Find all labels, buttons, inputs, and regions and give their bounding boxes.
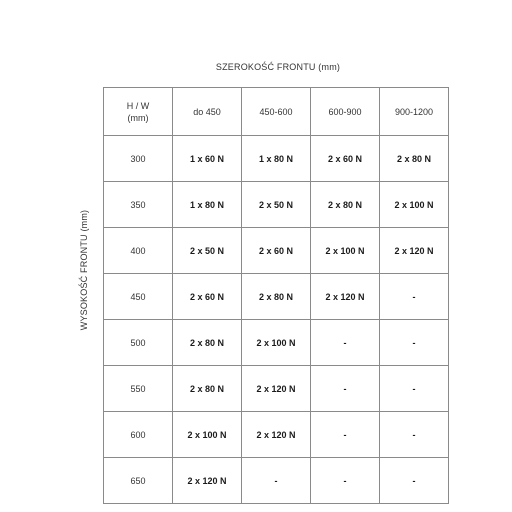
row-height-label: 400	[104, 228, 173, 274]
row-height-label: 450	[104, 274, 173, 320]
table-cell: 2 x 80 N	[311, 182, 380, 228]
row-height-label: 650	[104, 458, 173, 504]
table-cell: 2 x 80 N	[173, 366, 242, 412]
row-height-label: 500	[104, 320, 173, 366]
corner-header-line2: (mm)	[127, 112, 149, 123]
table-cell: -	[380, 458, 449, 504]
table-cell: -	[311, 458, 380, 504]
table-cell: 2 x 60 N	[242, 228, 311, 274]
table-cell: -	[380, 274, 449, 320]
table-row	[104, 136, 449, 182]
column-header-2: 450-600	[242, 88, 311, 136]
width-axis-title: SZEROKOŚĆ FRONTU (mm)	[215, 62, 341, 72]
table-cell: 2 x 50 N	[242, 182, 311, 228]
column-header-1: do 450	[173, 88, 242, 136]
table-cell: -	[380, 320, 449, 366]
table-row	[104, 274, 449, 320]
table-row	[104, 182, 449, 228]
row-height-label: 300	[104, 136, 173, 182]
table-cell: 2 x 50 N	[173, 228, 242, 274]
table-cell: 1 x 80 N	[242, 136, 311, 182]
row-height-label: 600	[104, 412, 173, 458]
table-cell: -	[380, 412, 449, 458]
table-row	[104, 458, 449, 504]
table-row	[104, 228, 449, 274]
table-cell: 2 x 120 N	[173, 458, 242, 504]
row-height-label: 350	[104, 182, 173, 228]
table-cell: 2 x 80 N	[173, 320, 242, 366]
table-cell: -	[311, 412, 380, 458]
table-cell: -	[311, 320, 380, 366]
table-cell: 2 x 80 N	[380, 136, 449, 182]
table-header-row	[104, 88, 449, 136]
table-cell: 2 x 60 N	[311, 136, 380, 182]
row-height-label: 550	[104, 366, 173, 412]
spring-selection-table	[103, 87, 449, 504]
table-cell: -	[311, 366, 380, 412]
corner-header-cell	[104, 88, 173, 136]
column-header-4: 900-1200	[380, 88, 449, 136]
table-cell: 2 x 100 N	[242, 320, 311, 366]
table-cell: 2 x 100 N	[311, 228, 380, 274]
column-header-3: 600-900	[311, 88, 380, 136]
table-cell: -	[242, 458, 311, 504]
table-cell: 1 x 80 N	[173, 182, 242, 228]
table-row	[104, 320, 449, 366]
table-cell: 2 x 100 N	[173, 412, 242, 458]
table-cell: 2 x 120 N	[380, 228, 449, 274]
table-cell: 2 x 100 N	[380, 182, 449, 228]
table-row	[104, 412, 449, 458]
table-cell: 2 x 120 N	[242, 366, 311, 412]
table-cell: 2 x 80 N	[242, 274, 311, 320]
table-row	[104, 366, 449, 412]
table-cell: -	[380, 366, 449, 412]
corner-header-line1: H / W	[126, 100, 150, 111]
table-cell: 2 x 60 N	[173, 274, 242, 320]
table-cell: 2 x 120 N	[311, 274, 380, 320]
table-cell: 2 x 120 N	[242, 412, 311, 458]
height-axis-title: WYSOKOŚĆ FRONTU (mm)	[79, 209, 89, 331]
table-cell: 1 x 60 N	[173, 136, 242, 182]
